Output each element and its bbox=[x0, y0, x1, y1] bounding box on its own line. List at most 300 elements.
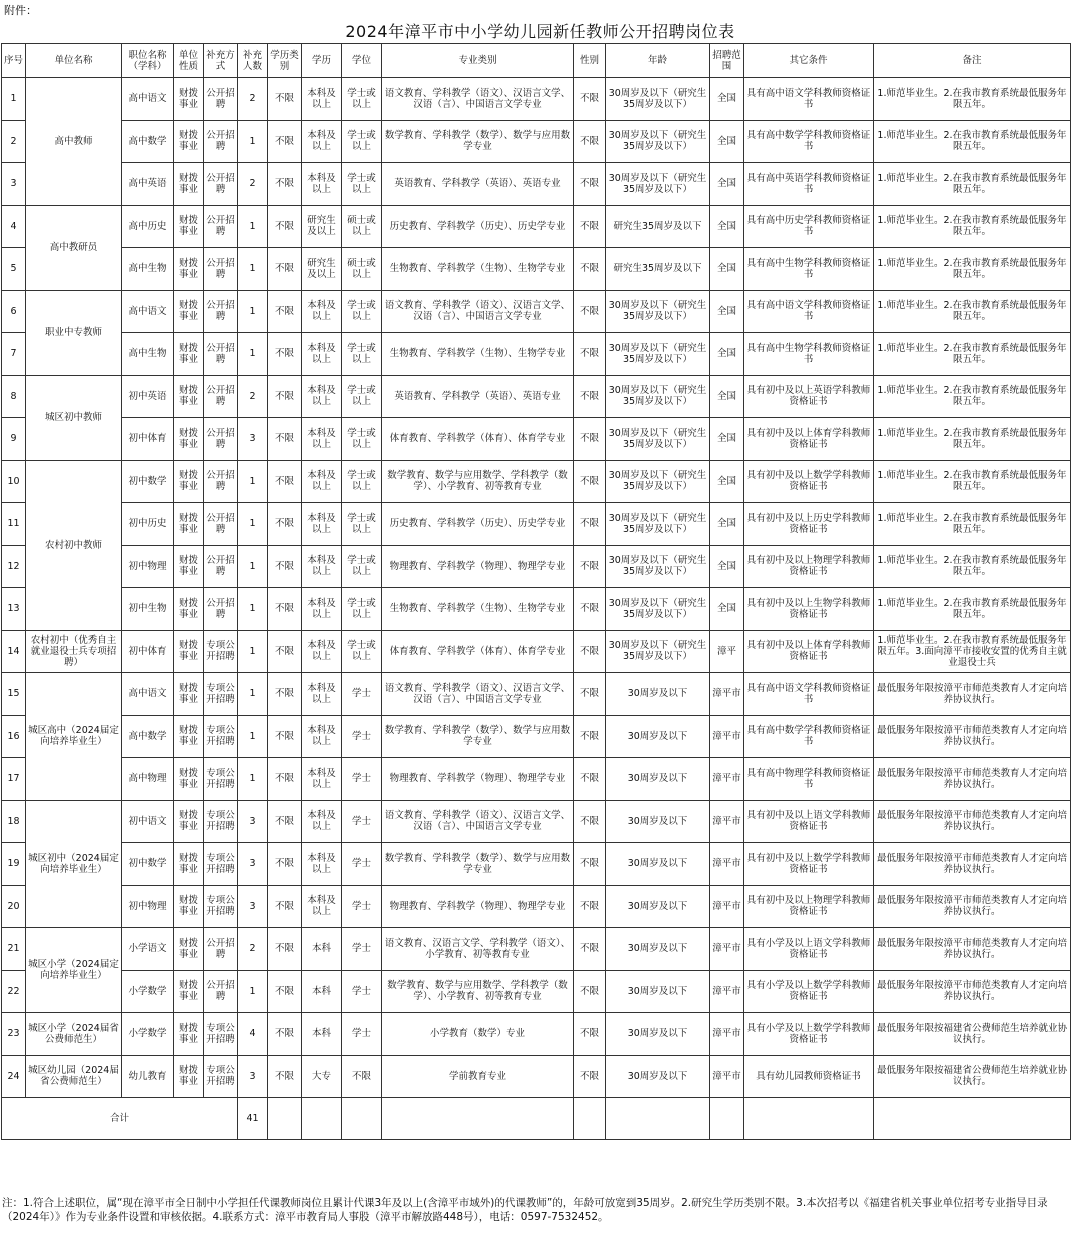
cell-cond: 具有高中数学学科教师资格证书 bbox=[744, 120, 874, 163]
cell-nature: 财拨事业 bbox=[174, 375, 204, 418]
cell-cond: 具有初中及以上体育学科教师资格证书 bbox=[744, 630, 874, 673]
cell-degree: 学士或以上 bbox=[342, 460, 382, 503]
cell-degree: 学士 bbox=[342, 928, 382, 971]
empty-cell bbox=[268, 1098, 302, 1140]
cell-scope: 全国 bbox=[710, 78, 744, 121]
cell-edu: 本科 bbox=[302, 928, 342, 971]
cell-edu: 本科及以上 bbox=[302, 78, 342, 121]
cell-cond: 具有幼儿园教师资格证书 bbox=[744, 1055, 874, 1098]
unit-name: 城区小学（2024届省公费师范生） bbox=[26, 1013, 122, 1056]
cell-age: 30周岁及以下 bbox=[606, 970, 710, 1013]
column-header: 学位 bbox=[342, 44, 382, 78]
table-row bbox=[2, 630, 1071, 673]
cell-method: 公开招聘 bbox=[204, 503, 238, 546]
cell-edu: 本科及以上 bbox=[302, 120, 342, 163]
cell-degree: 学士 bbox=[342, 843, 382, 886]
cell-nature: 财拨事业 bbox=[174, 928, 204, 971]
empty-cell bbox=[606, 1098, 710, 1140]
total-count: 41 bbox=[238, 1098, 268, 1140]
cell-sex: 不限 bbox=[574, 205, 606, 248]
cell-degree: 学士或以上 bbox=[342, 120, 382, 163]
cell-pos: 高中语文 bbox=[122, 673, 174, 716]
cell-major: 语文教育、学科教学（语文）、汉语言文学、汉语（言）、中国语言文学专业 bbox=[382, 800, 574, 843]
cell-pos: 小学数学 bbox=[122, 1013, 174, 1056]
cell-method: 公开招聘 bbox=[204, 928, 238, 971]
cell-nature: 财拨事业 bbox=[174, 205, 204, 248]
cell-count: 1 bbox=[238, 248, 268, 291]
cell-method: 专项公开招聘 bbox=[204, 673, 238, 716]
cell-sex: 不限 bbox=[574, 1055, 606, 1098]
cell-degree: 学士 bbox=[342, 1013, 382, 1056]
cell-sex: 不限 bbox=[574, 800, 606, 843]
footnote: 注：1.符合上述职位，属“现在漳平市全日制中小学担任代课教师岗位且累计代课3年及以上(含漳平市域外)的代课教师”的，年龄可放宽到35周岁。2.研究生学历类别不限。3.本次招考以《福建省机关事业单位招考专业指导目录（2024年）》作为专业条件设置和审核依据。4.联系方式：漳平市教育局人事股（漳平市解放路448号），电话：0597-7532452。 bbox=[2, 1197, 1048, 1223]
column-header: 职位名称（学科） bbox=[122, 44, 174, 78]
recruitment-table bbox=[1, 43, 1071, 1140]
cell-nature: 财拨事业 bbox=[174, 630, 204, 673]
cell-nature: 财拨事业 bbox=[174, 758, 204, 801]
cell-count: 1 bbox=[238, 715, 268, 758]
cell-method: 专项公开招聘 bbox=[204, 800, 238, 843]
cell-cond: 具有高中生物学科教师资格证书 bbox=[744, 333, 874, 376]
cell-age: 30周岁及以下（研究生35周岁及以下） bbox=[606, 375, 710, 418]
cell-pos: 初中数学 bbox=[122, 843, 174, 886]
cell-method: 公开招聘 bbox=[204, 970, 238, 1013]
cell-method: 专项公开招聘 bbox=[204, 630, 238, 673]
cell-nature: 财拨事业 bbox=[174, 545, 204, 588]
cell-sex: 不限 bbox=[574, 503, 606, 546]
row-number: 15 bbox=[2, 673, 26, 716]
cell-remark: 1.师范毕业生。2.在我市教育系统最低服务年限五年。 bbox=[874, 588, 1071, 631]
cell-sex: 不限 bbox=[574, 545, 606, 588]
cell-nature: 财拨事业 bbox=[174, 715, 204, 758]
cell-count: 1 bbox=[238, 673, 268, 716]
cell-age: 30周岁及以下 bbox=[606, 715, 710, 758]
cell-scope: 全国 bbox=[710, 205, 744, 248]
unit-name: 高中教师 bbox=[26, 78, 122, 206]
cell-pos: 高中语文 bbox=[122, 78, 174, 121]
cell-cat: 不限 bbox=[268, 418, 302, 461]
cell-pos: 高中生物 bbox=[122, 248, 174, 291]
cell-method: 公开招聘 bbox=[204, 205, 238, 248]
row-number: 17 bbox=[2, 758, 26, 801]
unit-name: 城区初中（2024届定向培养毕业生） bbox=[26, 800, 122, 928]
cell-cond: 具有小学及以上数学学科教师资格证书 bbox=[744, 970, 874, 1013]
cell-nature: 财拨事业 bbox=[174, 843, 204, 886]
cell-scope: 漳平市 bbox=[710, 800, 744, 843]
cell-method: 公开招聘 bbox=[204, 333, 238, 376]
cell-scope: 漳平市 bbox=[710, 673, 744, 716]
cell-cat: 不限 bbox=[268, 588, 302, 631]
cell-scope: 全国 bbox=[710, 460, 744, 503]
row-number: 16 bbox=[2, 715, 26, 758]
row-number: 20 bbox=[2, 885, 26, 928]
cell-cat: 不限 bbox=[268, 333, 302, 376]
cell-major: 物理教育、学科教学（物理）、物理学专业 bbox=[382, 545, 574, 588]
column-header: 备注 bbox=[874, 44, 1071, 78]
cell-major: 数学教育、数学与应用数学、学科教学（数学）、小学教育、初等教育专业 bbox=[382, 460, 574, 503]
cell-sex: 不限 bbox=[574, 630, 606, 673]
cell-pos: 初中数学 bbox=[122, 460, 174, 503]
cell-scope: 漳平市 bbox=[710, 843, 744, 886]
cell-method: 公开招聘 bbox=[204, 290, 238, 333]
cell-method: 专项公开招聘 bbox=[204, 758, 238, 801]
table-row bbox=[2, 1013, 1071, 1056]
empty-cell bbox=[382, 1098, 574, 1140]
cell-method: 专项公开招聘 bbox=[204, 885, 238, 928]
cell-major: 数学教育、学科教学（数学）、数学与应用数学专业 bbox=[382, 715, 574, 758]
cell-age: 30周岁及以下 bbox=[606, 928, 710, 971]
cell-sex: 不限 bbox=[574, 120, 606, 163]
cell-cat: 不限 bbox=[268, 885, 302, 928]
row-number: 1 bbox=[2, 78, 26, 121]
column-header: 补充方式 bbox=[204, 44, 238, 78]
cell-age: 30周岁及以下 bbox=[606, 758, 710, 801]
cell-nature: 财拨事业 bbox=[174, 503, 204, 546]
cell-nature: 财拨事业 bbox=[174, 673, 204, 716]
cell-nature: 财拨事业 bbox=[174, 970, 204, 1013]
cell-remark: 最低服务年限按漳平市师范类教育人才定向培养协议执行。 bbox=[874, 758, 1071, 801]
cell-remark: 1.师范毕业生。2.在我市教育系统最低服务年限五年。 bbox=[874, 418, 1071, 461]
cell-major: 物理教育、学科教学（物理）、物理学专业 bbox=[382, 885, 574, 928]
cell-sex: 不限 bbox=[574, 928, 606, 971]
cell-pos: 高中数学 bbox=[122, 120, 174, 163]
cell-cat: 不限 bbox=[268, 290, 302, 333]
cell-nature: 财拨事业 bbox=[174, 78, 204, 121]
cell-remark: 1.师范毕业生。2.在我市教育系统最低服务年限五年。 bbox=[874, 248, 1071, 291]
cell-sex: 不限 bbox=[574, 248, 606, 291]
cell-remark: 1.师范毕业生。2.在我市教育系统最低服务年限五年。 bbox=[874, 503, 1071, 546]
cell-degree: 学士 bbox=[342, 673, 382, 716]
cell-scope: 全国 bbox=[710, 163, 744, 206]
cell-count: 1 bbox=[238, 630, 268, 673]
cell-remark: 1.师范毕业生。2.在我市教育系统最低服务年限五年。 bbox=[874, 290, 1071, 333]
cell-sex: 不限 bbox=[574, 78, 606, 121]
cell-sex: 不限 bbox=[574, 758, 606, 801]
cell-count: 1 bbox=[238, 588, 268, 631]
cell-pos: 高中英语 bbox=[122, 163, 174, 206]
cell-count: 1 bbox=[238, 290, 268, 333]
column-header: 单位名称 bbox=[26, 44, 122, 78]
table-row bbox=[2, 758, 1071, 801]
cell-major: 生物教育、学科教学（生物）、生物学专业 bbox=[382, 333, 574, 376]
cell-scope: 全国 bbox=[710, 375, 744, 418]
cell-degree: 学士或以上 bbox=[342, 290, 382, 333]
row-number: 13 bbox=[2, 588, 26, 631]
cell-cond: 具有高中历史学科教师资格证书 bbox=[744, 205, 874, 248]
empty-cell bbox=[342, 1098, 382, 1140]
cell-age: 30周岁及以下 bbox=[606, 1055, 710, 1098]
cell-scope: 全国 bbox=[710, 418, 744, 461]
cell-scope: 全国 bbox=[710, 120, 744, 163]
cell-remark: 最低服务年限按福建省公费师范生培养就业协议执行。 bbox=[874, 1013, 1071, 1056]
cell-cat: 不限 bbox=[268, 460, 302, 503]
cell-edu: 大专 bbox=[302, 1055, 342, 1098]
cell-pos: 初中语文 bbox=[122, 800, 174, 843]
cell-age: 30周岁及以下 bbox=[606, 673, 710, 716]
cell-edu: 本科 bbox=[302, 1013, 342, 1056]
cell-count: 1 bbox=[238, 758, 268, 801]
cell-cond: 具有高中英语学科教师资格证书 bbox=[744, 163, 874, 206]
table-row bbox=[2, 375, 1071, 418]
cell-age: 30周岁及以下（研究生35周岁及以下） bbox=[606, 545, 710, 588]
page-title: 2024年漳平市中小学幼儿园新任教师公开招聘岗位表 bbox=[345, 22, 735, 41]
table-row bbox=[2, 800, 1071, 843]
cell-scope: 全国 bbox=[710, 333, 744, 376]
column-header: 补充人数 bbox=[238, 44, 268, 78]
cell-major: 生物教育、学科教学（生物）、生物学专业 bbox=[382, 248, 574, 291]
empty-cell bbox=[710, 1098, 744, 1140]
cell-remark: 1.师范毕业生。2.在我市教育系统最低服务年限五年。3.面向漳平市接收安置的优秀自主就业退役士兵 bbox=[874, 630, 1071, 673]
cell-degree: 学士或以上 bbox=[342, 78, 382, 121]
table-row bbox=[2, 885, 1071, 928]
cell-degree: 学士或以上 bbox=[342, 588, 382, 631]
cell-cat: 不限 bbox=[268, 928, 302, 971]
cell-degree: 学士 bbox=[342, 970, 382, 1013]
table-row bbox=[2, 673, 1071, 716]
cell-count: 2 bbox=[238, 163, 268, 206]
cell-method: 公开招聘 bbox=[204, 375, 238, 418]
cell-nature: 财拨事业 bbox=[174, 800, 204, 843]
table-row bbox=[2, 290, 1071, 333]
cell-degree: 学士 bbox=[342, 885, 382, 928]
cell-cond: 具有小学及以上语文学科教师资格证书 bbox=[744, 928, 874, 971]
row-number: 4 bbox=[2, 205, 26, 248]
cell-sex: 不限 bbox=[574, 290, 606, 333]
cell-pos: 高中历史 bbox=[122, 205, 174, 248]
column-header: 单位性质 bbox=[174, 44, 204, 78]
cell-major: 语文教育、汉语言文学、学科教学（语文）、小学教育、初等教育专业 bbox=[382, 928, 574, 971]
cell-scope: 全国 bbox=[710, 545, 744, 588]
cell-cat: 不限 bbox=[268, 970, 302, 1013]
cell-nature: 财拨事业 bbox=[174, 588, 204, 631]
unit-name: 城区幼儿园（2024届省公费师范生） bbox=[26, 1055, 122, 1098]
cell-count: 1 bbox=[238, 970, 268, 1013]
cell-remark: 最低服务年限按漳平市师范类教育人才定向培养协议执行。 bbox=[874, 928, 1071, 971]
cell-edu: 本科及以上 bbox=[302, 800, 342, 843]
cell-pos: 幼儿教育 bbox=[122, 1055, 174, 1098]
cell-count: 1 bbox=[238, 545, 268, 588]
cell-remark: 最低服务年限按漳平市师范类教育人才定向培养协议执行。 bbox=[874, 843, 1071, 886]
cell-degree: 学士 bbox=[342, 715, 382, 758]
column-header: 序号 bbox=[2, 44, 26, 78]
cell-cat: 不限 bbox=[268, 375, 302, 418]
row-number: 7 bbox=[2, 333, 26, 376]
cell-cond: 具有初中及以上物理学科教师资格证书 bbox=[744, 545, 874, 588]
column-header: 招聘范围 bbox=[710, 44, 744, 78]
cell-major: 英语教育、学科教学（英语）、英语专业 bbox=[382, 375, 574, 418]
cell-degree: 学士或以上 bbox=[342, 163, 382, 206]
cell-age: 研究生35周岁及以下 bbox=[606, 205, 710, 248]
empty-cell bbox=[302, 1098, 342, 1140]
cell-edu: 本科及以上 bbox=[302, 333, 342, 376]
cell-sex: 不限 bbox=[574, 673, 606, 716]
cell-edu: 本科及以上 bbox=[302, 758, 342, 801]
attachment-label: 附件： bbox=[4, 4, 37, 17]
cell-degree: 学士或以上 bbox=[342, 545, 382, 588]
cell-remark: 1.师范毕业生。2.在我市教育系统最低服务年限五年。 bbox=[874, 163, 1071, 206]
cell-sex: 不限 bbox=[574, 163, 606, 206]
cell-count: 3 bbox=[238, 885, 268, 928]
row-number: 6 bbox=[2, 290, 26, 333]
cell-age: 30周岁及以下 bbox=[606, 800, 710, 843]
cell-edu: 本科及以上 bbox=[302, 843, 342, 886]
cell-edu: 本科及以上 bbox=[302, 503, 342, 546]
cell-remark: 最低服务年限按福建省公费师范生培养就业协议执行。 bbox=[874, 1055, 1071, 1098]
cell-cat: 不限 bbox=[268, 120, 302, 163]
table-body bbox=[2, 78, 1071, 1140]
cell-sex: 不限 bbox=[574, 588, 606, 631]
cell-cond: 具有初中及以上物理学科教师资格证书 bbox=[744, 885, 874, 928]
cell-edu: 本科及以上 bbox=[302, 545, 342, 588]
cell-remark: 1.师范毕业生。2.在我市教育系统最低服务年限五年。 bbox=[874, 78, 1071, 121]
cell-count: 2 bbox=[238, 78, 268, 121]
cell-count: 3 bbox=[238, 1055, 268, 1098]
cell-major: 英语教育、学科教学（英语）、英语专业 bbox=[382, 163, 574, 206]
column-header: 年龄 bbox=[606, 44, 710, 78]
table-row bbox=[2, 843, 1071, 886]
cell-method: 公开招聘 bbox=[204, 120, 238, 163]
cell-degree: 学士或以上 bbox=[342, 503, 382, 546]
column-header: 性别 bbox=[574, 44, 606, 78]
cell-scope: 漳平市 bbox=[710, 1055, 744, 1098]
cell-degree: 学士或以上 bbox=[342, 333, 382, 376]
cell-cat: 不限 bbox=[268, 630, 302, 673]
cell-count: 2 bbox=[238, 928, 268, 971]
cell-degree: 学士或以上 bbox=[342, 418, 382, 461]
cell-scope: 漳平市 bbox=[710, 928, 744, 971]
table-row bbox=[2, 418, 1071, 461]
cell-sex: 不限 bbox=[574, 885, 606, 928]
cell-cond: 具有初中及以上数学学科教师资格证书 bbox=[744, 460, 874, 503]
cell-cat: 不限 bbox=[268, 758, 302, 801]
row-number: 10 bbox=[2, 460, 26, 503]
cell-age: 30周岁及以下（研究生35周岁及以下） bbox=[606, 333, 710, 376]
empty-cell bbox=[874, 1098, 1071, 1140]
unit-name: 农村初中（优秀自主就业退役士兵专项招聘） bbox=[26, 630, 122, 673]
cell-pos: 初中体育 bbox=[122, 630, 174, 673]
cell-edu: 本科及以上 bbox=[302, 163, 342, 206]
row-number: 23 bbox=[2, 1013, 26, 1056]
table-row bbox=[2, 715, 1071, 758]
cell-nature: 财拨事业 bbox=[174, 248, 204, 291]
row-number: 14 bbox=[2, 630, 26, 673]
cell-edu: 本科 bbox=[302, 970, 342, 1013]
cell-sex: 不限 bbox=[574, 970, 606, 1013]
cell-count: 1 bbox=[238, 333, 268, 376]
cell-count: 3 bbox=[238, 800, 268, 843]
table-row bbox=[2, 460, 1071, 503]
total-label: 合计 bbox=[2, 1098, 238, 1140]
cell-sex: 不限 bbox=[574, 1013, 606, 1056]
cell-cond: 具有高中数学学科教师资格证书 bbox=[744, 715, 874, 758]
cell-cat: 不限 bbox=[268, 545, 302, 588]
table-row bbox=[2, 120, 1071, 163]
cell-sex: 不限 bbox=[574, 843, 606, 886]
cell-age: 30周岁及以下（研究生35周岁及以下） bbox=[606, 630, 710, 673]
cell-remark: 最低服务年限按漳平市师范类教育人才定向培养协议执行。 bbox=[874, 715, 1071, 758]
row-number: 11 bbox=[2, 503, 26, 546]
cell-count: 3 bbox=[238, 418, 268, 461]
unit-name: 城区小学（2024届定向培养毕业生） bbox=[26, 928, 122, 1013]
cell-major: 体育教育、学科教学（体育）、体育学专业 bbox=[382, 630, 574, 673]
cell-remark: 最低服务年限按漳平市师范类教育人才定向培养协议执行。 bbox=[874, 800, 1071, 843]
column-header: 专业类别 bbox=[382, 44, 574, 78]
cell-degree: 学士 bbox=[342, 758, 382, 801]
cell-age: 30周岁及以下 bbox=[606, 843, 710, 886]
cell-age: 30周岁及以下（研究生35周岁及以下） bbox=[606, 120, 710, 163]
cell-nature: 财拨事业 bbox=[174, 460, 204, 503]
table-row bbox=[2, 545, 1071, 588]
cell-cond: 具有高中语文学科教师资格证书 bbox=[744, 673, 874, 716]
cell-remark: 1.师范毕业生。2.在我市教育系统最低服务年限五年。 bbox=[874, 333, 1071, 376]
cell-nature: 财拨事业 bbox=[174, 885, 204, 928]
cell-cond: 具有初中及以上数学学科教师资格证书 bbox=[744, 843, 874, 886]
cell-cond: 具有初中及以上语文学科教师资格证书 bbox=[744, 800, 874, 843]
cell-major: 数学教育、学科教学（数学）、数学与应用数学专业 bbox=[382, 120, 574, 163]
cell-major: 小学教育（数学）专业 bbox=[382, 1013, 574, 1056]
table-row bbox=[2, 588, 1071, 631]
cell-degree: 硕士或以上 bbox=[342, 205, 382, 248]
cell-degree: 学士或以上 bbox=[342, 630, 382, 673]
table-row bbox=[2, 248, 1071, 291]
cell-major: 语文教育、学科教学（语文）、汉语言文学、汉语（言）、中国语言文学专业 bbox=[382, 673, 574, 716]
cell-major: 学前教育专业 bbox=[382, 1055, 574, 1098]
cell-cat: 不限 bbox=[268, 503, 302, 546]
table-row bbox=[2, 1055, 1071, 1098]
cell-major: 数学教育、数学与应用数学、学科教学（数学）、小学教育、初等教育专业 bbox=[382, 970, 574, 1013]
row-number: 18 bbox=[2, 800, 26, 843]
cell-age: 30周岁及以下 bbox=[606, 1013, 710, 1056]
cell-edu: 本科及以上 bbox=[302, 460, 342, 503]
row-number: 24 bbox=[2, 1055, 26, 1098]
cell-pos: 初中物理 bbox=[122, 545, 174, 588]
cell-age: 30周岁及以下（研究生35周岁及以下） bbox=[606, 290, 710, 333]
cell-edu: 研究生及以上 bbox=[302, 205, 342, 248]
cell-cat: 不限 bbox=[268, 673, 302, 716]
cell-major: 历史教育、学科教学（历史）、历史学专业 bbox=[382, 503, 574, 546]
cell-nature: 财拨事业 bbox=[174, 418, 204, 461]
cell-sex: 不限 bbox=[574, 418, 606, 461]
row-number: 2 bbox=[2, 120, 26, 163]
header-row bbox=[2, 44, 1071, 78]
cell-scope: 全国 bbox=[710, 248, 744, 291]
cell-nature: 财拨事业 bbox=[174, 1013, 204, 1056]
table-row bbox=[2, 333, 1071, 376]
cell-major: 物理教育、学科教学（物理）、物理学专业 bbox=[382, 758, 574, 801]
cell-method: 专项公开招聘 bbox=[204, 1013, 238, 1056]
table-row bbox=[2, 78, 1071, 121]
cell-major: 历史教育、学科教学（历史）、历史学专业 bbox=[382, 205, 574, 248]
cell-method: 专项公开招聘 bbox=[204, 715, 238, 758]
cell-nature: 财拨事业 bbox=[174, 120, 204, 163]
cell-scope: 漳平 bbox=[710, 630, 744, 673]
cell-sex: 不限 bbox=[574, 460, 606, 503]
total-row bbox=[2, 1098, 1071, 1140]
cell-cat: 不限 bbox=[268, 1013, 302, 1056]
cell-edu: 研究生及以上 bbox=[302, 248, 342, 291]
cell-cat: 不限 bbox=[268, 205, 302, 248]
row-number: 19 bbox=[2, 843, 26, 886]
cell-scope: 全国 bbox=[710, 503, 744, 546]
cell-scope: 漳平市 bbox=[710, 970, 744, 1013]
row-number: 12 bbox=[2, 545, 26, 588]
cell-nature: 财拨事业 bbox=[174, 1055, 204, 1098]
cell-pos: 高中语文 bbox=[122, 290, 174, 333]
cell-method: 公开招聘 bbox=[204, 418, 238, 461]
cell-cat: 不限 bbox=[268, 843, 302, 886]
cell-method: 公开招聘 bbox=[204, 460, 238, 503]
unit-name: 城区高中（2024届定向培养毕业生） bbox=[26, 673, 122, 801]
